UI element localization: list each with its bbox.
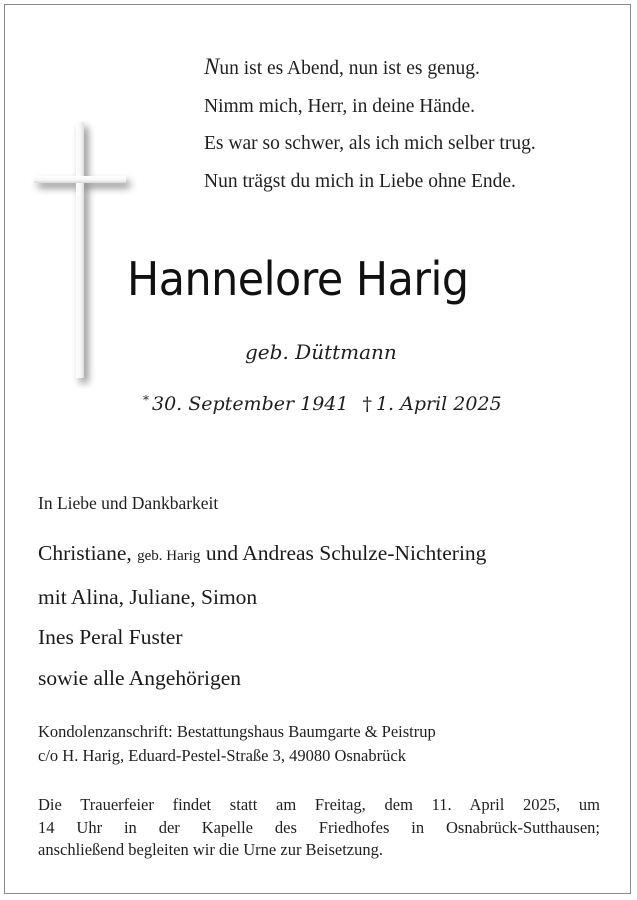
condolence-line-1: Kondolenzanschrift: Bestattungshaus Baumgarte & Peistrup (38, 722, 436, 741)
life-dates (143, 393, 502, 415)
poem-initial: N (204, 54, 220, 79)
ceremony-line-2: 14 Uhr in der Kapelle des Friedhofes in Osnabrück-Sutthausen; (38, 817, 600, 837)
poem (204, 48, 624, 200)
condolence-address (38, 720, 598, 768)
mourner-name: Christiane, (38, 541, 132, 565)
ceremony-line-1: Die Trauerfeier findet statt am Freitag, dem 11. April 2025, um (38, 795, 600, 814)
poem-line-3: Es war so schwer, als ich mich selber trug. (204, 133, 536, 154)
ceremony-line-3: anschließend begleiten wir die Urne zur Beisetzung. (38, 840, 384, 859)
mourner-row-1 (38, 533, 486, 577)
birth-date: 30. September 1941 (152, 393, 349, 415)
death-date: 1. April 2025 (375, 393, 502, 415)
condolence-line-2: c/o H. Harig, Eduard-Pestel-Straße 3, 49080 Osnabrück (38, 746, 406, 765)
poem-line-2: Nimm mich, Herr, in deine Hände. (204, 95, 476, 117)
poem-line-4: Nun trägst du mich in Liebe ohne Ende. (204, 170, 516, 192)
birth-symbol: * (143, 393, 149, 407)
death-symbol: † (362, 393, 372, 415)
birth-name: geb. Düttmann (245, 340, 397, 364)
deceased-name: Hannelore Harig (127, 252, 469, 306)
mourner-row-3: Ines Peral Fuster (38, 625, 183, 649)
mourners-intro: In Liebe und Dankbarkeit (38, 493, 219, 513)
poem-line-1 (204, 48, 624, 88)
mourner-row-2: mit Alina, Juliane, Simon (38, 584, 258, 609)
mourner-partner: und Andreas Schulze-Nichtering (205, 541, 487, 565)
mourners-list (38, 533, 486, 698)
mourner-row-4: sowie alle Angehörigen (38, 665, 242, 690)
ceremony-info (38, 794, 600, 862)
poem-line-1-text: un ist es Abend, nun ist es genug. (219, 58, 480, 79)
mourner-maiden-name: geb. Harig (137, 548, 201, 564)
